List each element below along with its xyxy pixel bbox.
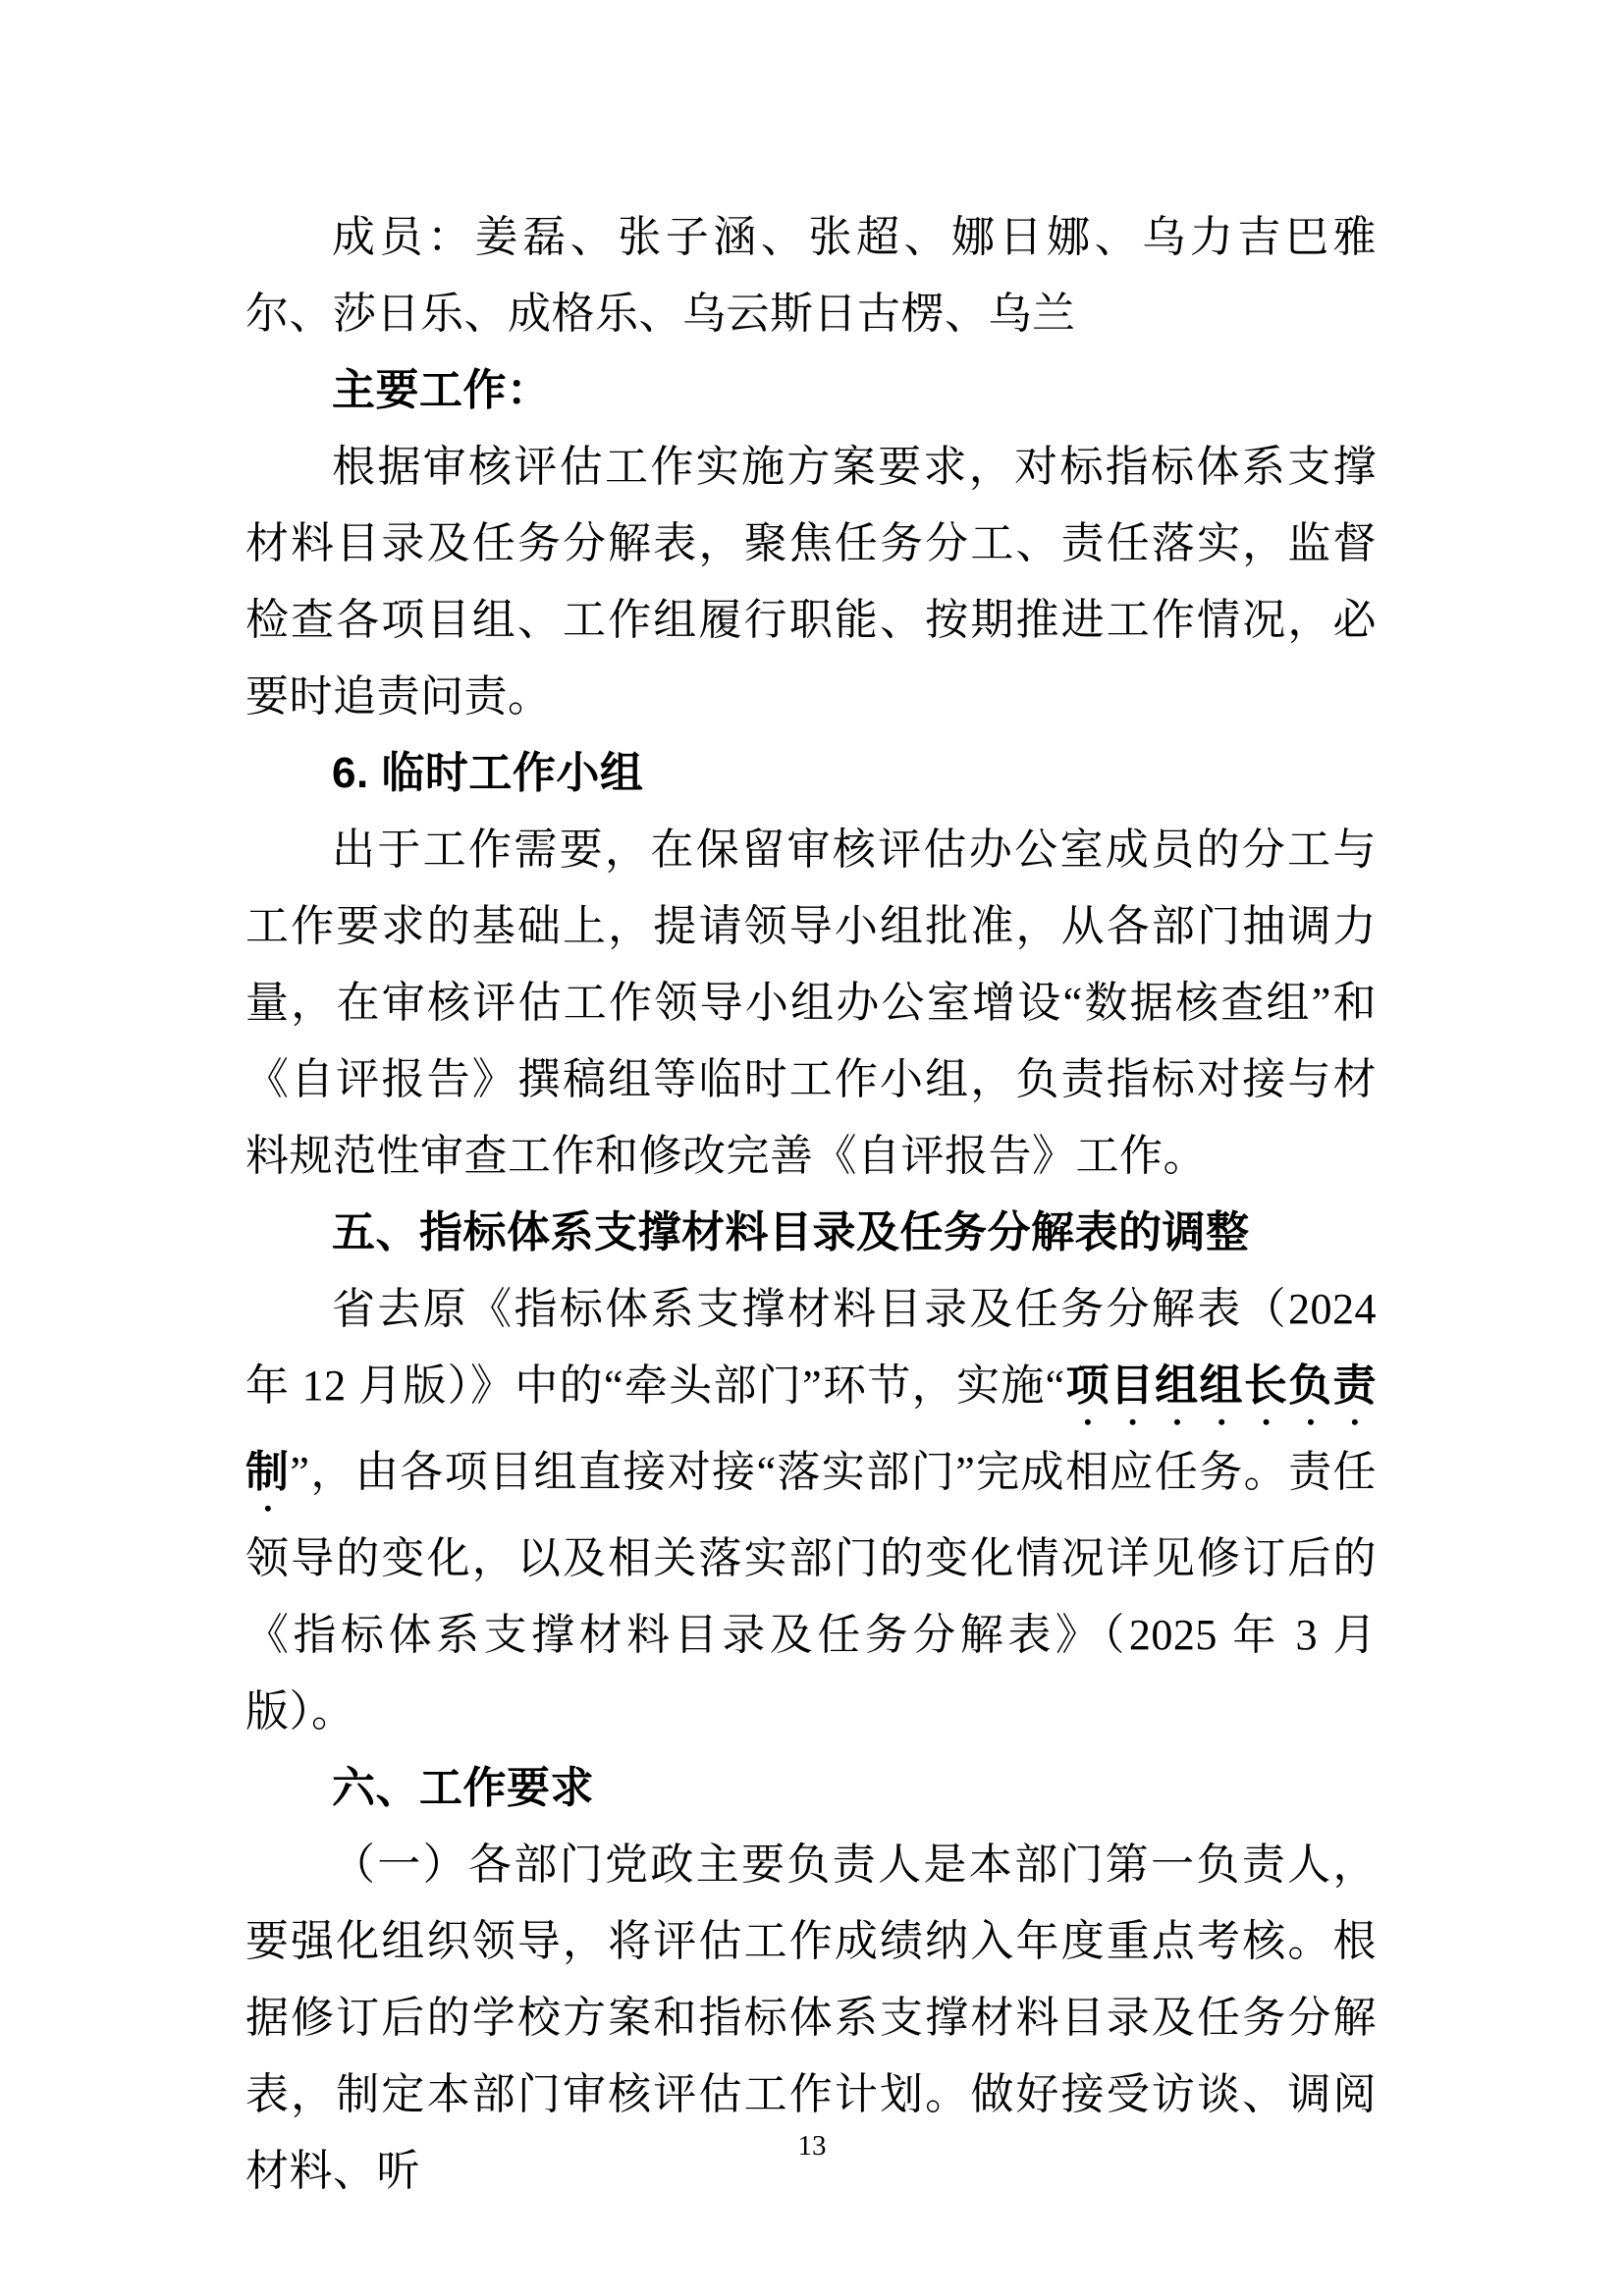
- text-run: 省去原《指标体系支撑材料目录及任务分解表（2024 年 12 月版）》中的“牵头部门”环节，实施“: [245, 1285, 1377, 1410]
- heading-paragraph: [245, 352, 1377, 429]
- emphasized-text: 项目组组长负责制: [245, 1362, 1377, 1496]
- text-run: 六、工作要求: [332, 1764, 594, 1812]
- body-paragraph: [245, 429, 1377, 735]
- body-paragraph: [245, 199, 1377, 352]
- text-run: 出于工作需要，在保留审核评估办公室成员的分工与工作要求的基础上，提请领导小组批准，从各部门抽调力量，在审核评估工作领导小组办公室增设“数据核查组”和《自评报告》撰稿组等临时工作小组，负责指标对接与材料规范性审查工作和修改完善《自评报告》工作。: [245, 826, 1377, 1180]
- heading-paragraph: [245, 1195, 1377, 1271]
- text-run: 成员：姜磊、张子涵、张超、娜日娜、乌力吉巴雅尔、莎日乐、成格乐、乌云斯日古楞、乌兰: [245, 213, 1377, 338]
- text-run: 根据审核评估工作实施方案要求，对标指标体系支撑材料目录及任务分解表，聚焦任务分工、责任落实，监督检查各项目组、工作组履行职能、按期推进工作情况，必要时追责问责。: [245, 443, 1377, 721]
- text-run: （一）各部门党政主要负责人是本部门第一负责人，要强化组织领导，将评估工作成绩纳入年度重点考核。根据修订后的学校方案和指标体系支撑材料目录及任务分解表，制定本部门审核评估工作计划。做好接受访谈、调阅材料、听: [245, 1841, 1377, 2195]
- heading-paragraph: [245, 1750, 1377, 1827]
- text-run: 主要工作：: [332, 366, 551, 414]
- heading-paragraph: [245, 735, 1377, 812]
- page-number: 13: [797, 2130, 827, 2162]
- document-body: [245, 199, 1377, 2210]
- text-run: 五、指标体系支撑材料目录及任务分解表的调整: [332, 1208, 1250, 1256]
- body-paragraph: [245, 812, 1377, 1195]
- text-run: ”，由各项目组直接对接“落实部门”完成相应任务。责任领导的变化，以及相关落实部门的变化情况详见修订后的《指标体系支撑材料目录及任务分解表》（2025 年 3 月版）。: [245, 1448, 1377, 1735]
- body-paragraph: [245, 1271, 1377, 1750]
- text-run: 6. 临时工作小组: [332, 749, 644, 797]
